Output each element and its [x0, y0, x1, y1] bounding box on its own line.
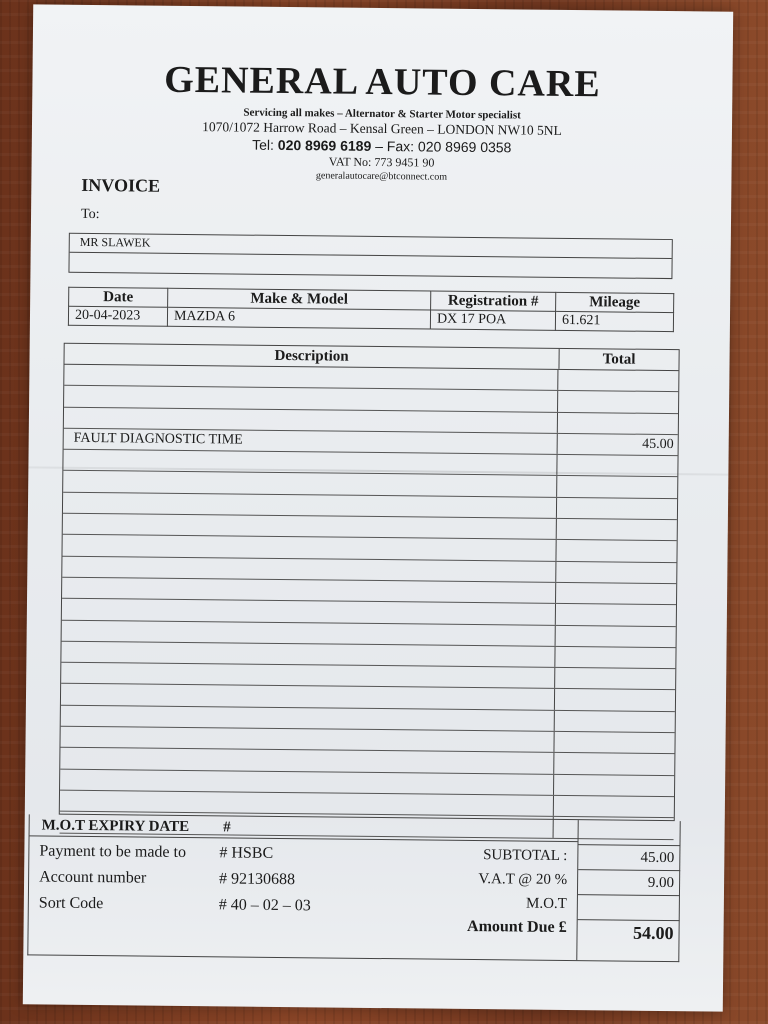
- company-email: generalautocare@btconnect.com: [315, 170, 448, 183]
- company-name: GENERAL AUTO CARE: [163, 58, 601, 106]
- vat-number: VAT No: 773 9451 90: [328, 154, 435, 170]
- invoice-footer: [27, 814, 680, 962]
- vehicle-table: [68, 287, 674, 332]
- item-total: [557, 476, 677, 498]
- vat-value: 9.00: [578, 870, 680, 896]
- tel-label: Tel:: [252, 136, 278, 153]
- item-total: [557, 498, 677, 520]
- company-tagline: Servicing all makes – Alternator & Starter Motor specialist: [243, 106, 521, 122]
- customer-box: [68, 233, 672, 279]
- subtotal-value: 45.00: [578, 845, 680, 871]
- item-total: [554, 753, 674, 775]
- sort-code-value: # 40 – 02 – 03: [218, 896, 311, 915]
- mot-expiry-label: M.O.T EXPIRY DATE: [41, 817, 190, 836]
- summary-labels: [467, 843, 568, 940]
- item-total: [557, 519, 677, 541]
- customer-name: MR SLAWEK: [70, 234, 672, 259]
- invoice-paper: [23, 4, 733, 1011]
- date-value: 20-04-2023: [68, 306, 167, 326]
- mileage-value: 61.621: [555, 311, 673, 331]
- sort-code-row: [39, 890, 379, 920]
- item-total: 45.00: [642, 436, 674, 452]
- item-total: [558, 370, 678, 392]
- company-header: [31, 56, 732, 185]
- mot-fee-label: M.O.T: [525, 895, 567, 912]
- account-value: # 92130688: [219, 870, 296, 889]
- subtotal-label: SUBTOTAL :: [483, 847, 568, 865]
- tel-number: 020 8969 6189: [277, 136, 372, 154]
- item-rows: [60, 365, 679, 840]
- item-total: [556, 625, 676, 647]
- item-total: [557, 455, 677, 477]
- item-total: [556, 562, 676, 584]
- payment-row: [39, 838, 379, 868]
- mot-total-cell: [578, 820, 680, 846]
- date-header: Date: [69, 287, 168, 307]
- registration-value: DX 17 POA: [430, 310, 555, 330]
- payment-value: # HSBC: [219, 844, 274, 862]
- amount-due-label: Amount Due £: [466, 917, 567, 936]
- to-label: To:: [80, 206, 100, 223]
- mileage-header: Mileage: [556, 292, 674, 312]
- company-address: 1070/1072 Harrow Road – Kensal Green – LONDON NW10 5NL: [202, 119, 562, 138]
- mot-fee-value: [578, 895, 680, 921]
- item-total: [556, 583, 676, 605]
- amount-due-value: 54.00: [632, 922, 674, 944]
- sort-code-label: Sort Code: [38, 894, 104, 913]
- item-total: [555, 668, 675, 690]
- account-label: Account number: [39, 868, 147, 887]
- items-table: [59, 343, 680, 821]
- description-header: Description: [64, 344, 559, 369]
- item-total: [554, 796, 674, 818]
- vat-label: V.A.T @ 20 %: [478, 871, 568, 889]
- item-total: [556, 604, 676, 626]
- registration-header: Registration #: [431, 291, 556, 311]
- make-model-header: Make & Model: [168, 288, 431, 310]
- item-total: [558, 412, 678, 434]
- summary-values: [576, 820, 680, 961]
- mot-expiry-hash: #: [223, 819, 231, 836]
- item-description: FAULT DIAGNOSTIC TIME: [64, 429, 558, 454]
- invoice-title: INVOICE: [81, 174, 161, 196]
- item-total: [555, 711, 675, 733]
- mot-expiry-line: [30, 814, 578, 842]
- item-total: [555, 647, 675, 669]
- fax-label: – Fax:: [371, 137, 419, 155]
- item-total: [555, 689, 675, 711]
- payment-details: [39, 838, 380, 920]
- item-total: [558, 391, 678, 413]
- item-total: [554, 732, 674, 754]
- item-total: [554, 775, 674, 797]
- make-model-value: MAZDA 6: [167, 307, 430, 329]
- total-header: Total: [602, 351, 636, 368]
- fax-number: 020 8969 0358: [417, 138, 512, 156]
- account-row: [39, 864, 379, 894]
- payment-label: Payment to be made to: [39, 842, 187, 862]
- item-total: [556, 540, 676, 562]
